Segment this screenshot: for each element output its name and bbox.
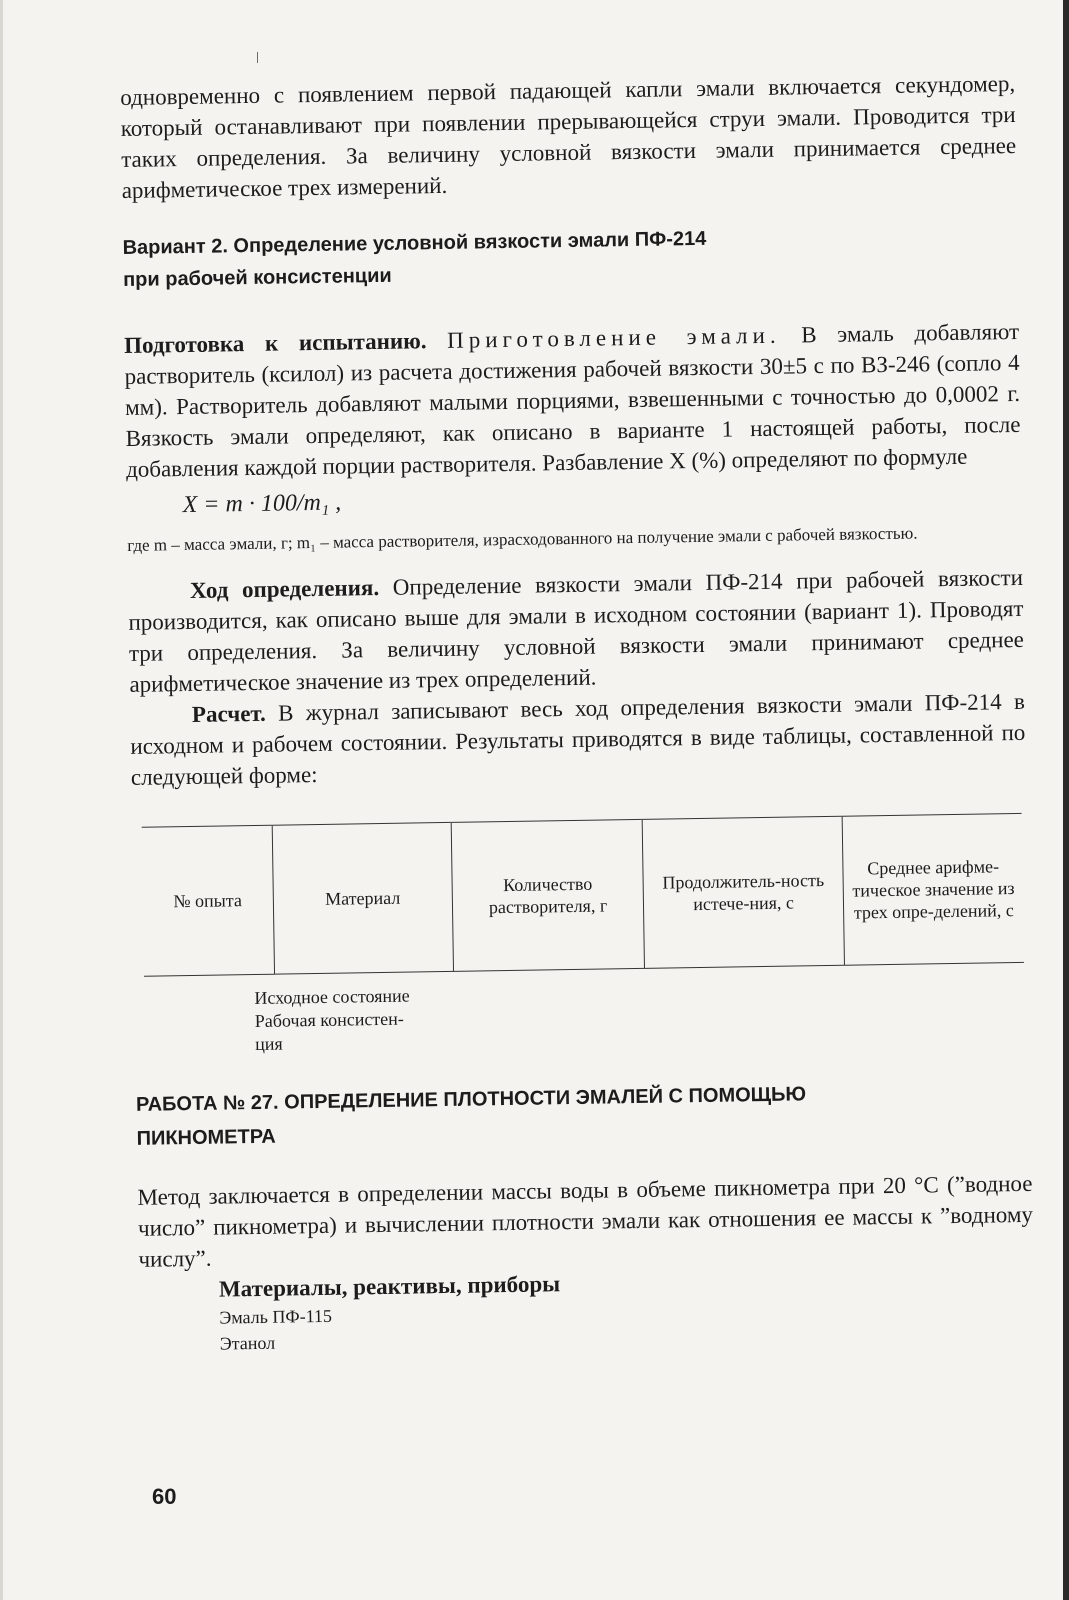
results-form-table [142,813,1024,977]
paragraph-top: одновременно с появлением первой падающей капли эмали включается секундомер, который останавливают при появлении прерывающейся струи эмали. Проводится три таких определения. За величину условной вязкости эмали принимается среднее арифметическое трех измерений. [120,70,1017,203]
row-label-initial: Исходное состояние [254,985,410,1009]
course-paragraph [128,562,1025,700]
variant2-title-line2: при рабочей консистенции [122,264,392,291]
course-text: Определение вязкости эмали ПФ-214 при рабочей вязкости производится, как описано выше для эмали в исходном состоянии (вариант 1). Проводят три определения. За величину условной вязкости эмали принимают среднее арифметическое значение из трех определений. [128,564,1025,697]
table-header-cell: Среднее арифме-тическое значение из трех опре-делений, с [843,813,1024,965]
calc-paragraph [130,686,1026,793]
table-header-cell: Продолжитель-ность истече-ния, с [642,816,845,968]
table-header-cell: Количество растворителя, г [451,819,644,971]
work27-title-line2: ПИКНОМЕТРА [136,1125,276,1150]
table-header-row [142,813,1024,976]
row-label-working-2: ция [254,1033,283,1054]
work27-title-line1: РАБОТА № 27. ОПРЕДЕЛЕНИЕ ПЛОТНОСТИ ЭМАЛЕЙ С ПОМОЩЬЮ [135,1083,807,1116]
calc-label: Расчет. [191,700,266,727]
table-header-cell: № опыта [173,890,243,912]
list-item: Эмаль ПФ-115 [219,1305,333,1328]
variant2-title-line1: Вариант 2. Определение условной вязкости эмали ПФ-214 [122,227,707,259]
list-item: Этанол [219,1332,276,1354]
page-number: 60 [152,1484,177,1509]
materials-title: Материалы, реактивы, приборы [218,1271,561,1302]
course-label: Ход определения. [189,574,380,603]
calc-text: В журнал записывают весь ход определения вязкости эмали ПФ-214 в исходном и рабочем состоянии. Результаты приводятся в виде таблицы, составленной по следующей форме: [130,688,1026,790]
table-row-labels [254,975,1030,1056]
prep-paragraph [124,316,1021,485]
prep-spaced-title: Приготовление эмали. [446,322,781,353]
page-left-edge [0,0,3,1600]
page-binding-shadow [1063,0,1069,1600]
text-column [120,68,1035,1358]
work27-paragraph: Метод заключается в определении массы воды в объеме пикнометра при 20 °С (”водное число” пикнометра) и вычислении плотности эмали как отношения ее массы к ”водному числу”. [137,1170,1034,1272]
prep-label: Подготовка к испытанию. [123,328,427,358]
formula-note: где m – масса эмали, г; m₁ – масса растворителя, израсходованного на получение эмали с рабочей вязкостью. [127,523,918,555]
table-header-cell: Материал [272,822,454,974]
prep-text: В эмаль добавляют растворитель (ксилол) из расчета достижения рабочей вязкости 30±5 с по ВЗ-246 (сопло 4 мм). Растворитель добавляют малыми порциями, взвешенными с точностью до 0,0002 г. Вязкость эмали определяют, как описано в варианте 1 настоящей работы, после добавления каждой порции растворителя. Разбавление X (%) определяют по формуле [124,318,1021,482]
row-label-working-1: Рабочая консистен- [254,1008,404,1031]
formula: X = m · 100/m₁ , [182,489,342,519]
scan-mark: ǀ [256,50,260,67]
